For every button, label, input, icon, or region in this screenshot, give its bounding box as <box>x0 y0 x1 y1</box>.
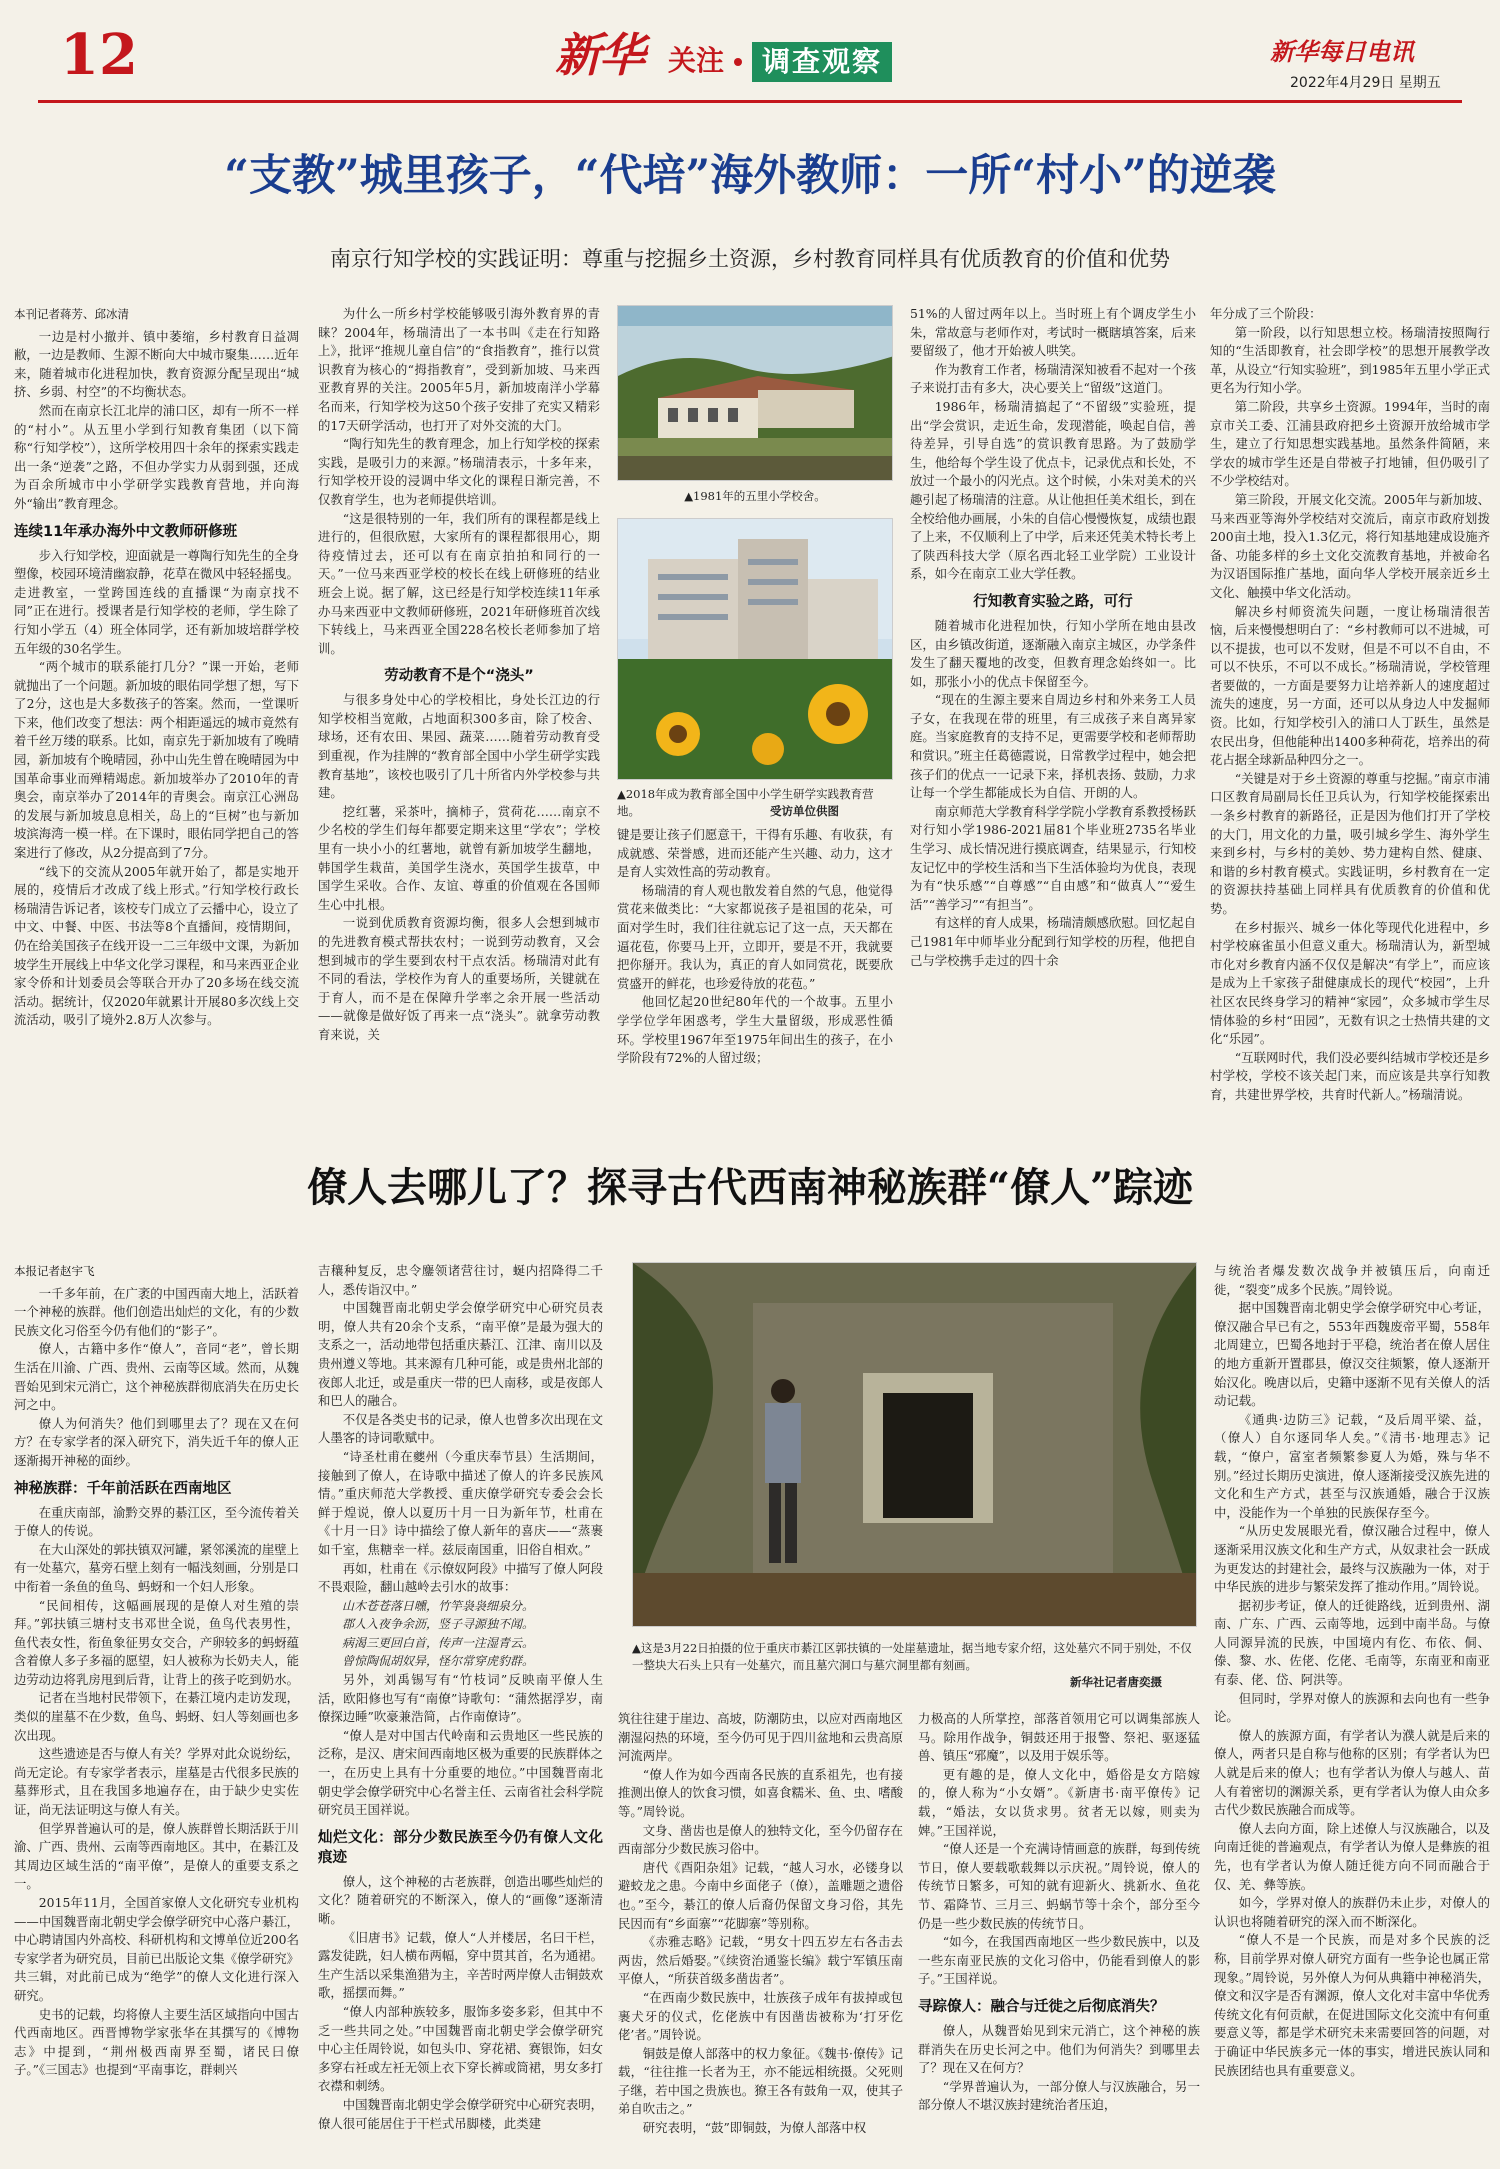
paragraph: 《旧唐书》记载，僚人“人并楼居，名曰干栏，露发徒跣，妇人横布两幅，穿中贯其首，名为通裙。生产生活以采集渔猎为主，辛苦时两岸僚人击铜鼓欢歌，摇摆而舞。” <box>318 1929 603 2001</box>
brand-section: 关注 <box>668 44 725 77</box>
photo-caption: ▲1981年的五里小学校舍。 <box>684 489 826 503</box>
paragraph: “从历史发展眼光看，僚汉融合过程中，僚人逐渐采用汉族文化和生产方式，从奴隶社会一跃成为更发达的封建社会，最终与汉族融为一体，对于中华民族的进步与繁荣发挥了推动作用。”周铃说。 <box>1214 1523 1490 1595</box>
paragraph: 力极高的人所掌控，部落首领用它可以调集部族人马。除用作战争，铜鼓还用于报警、祭祀、驱逐猛兽、镇压“邪魔”，以及用于娱乐等。 <box>918 1711 1200 1764</box>
paragraph: 作为教育工作者，杨瑞清深知被看不起对一个孩子来说打击有多大，决心要关上“留级”这道门。 <box>910 361 1196 396</box>
paragraph: 《通典·边防三》记载，“及后周平梁、益，（僚人）自尔逐同华人矣。”《清书·地理志》记载，“僚户，富室者频繁参夏人为婚，殊与华不别。”经过长期历史演进，僚人逐渐接受汉族先进的文化和生产方式，甚至与汉族通婚，融合于汉族中，没能作为一个单独的民族保存至今。 <box>1214 1411 1490 1520</box>
paragraph: 第一阶段，以行知思想立校。杨瑞清按照陶行知的“生活即教育，社会即学校”的思想开展教学改革，从设立“行知实验班”，到1985年五里小学正式更名为行知小学。 <box>1210 324 1490 396</box>
section-subheading: 神秘族群：千年前活跃在西南地区 <box>14 1480 232 1497</box>
paragraph: 键是要让孩子们愿意干，干得有乐趣、有收获，有成就感、荣誉感，进而还能产生兴趣、动力，这才是育人实效性高的劳动教育。 <box>617 827 893 880</box>
photo-caption: ▲2018年成为教育部全国中小学生研学实践教育营地。 <box>617 787 874 818</box>
article1-subtitle: 南京行知学校的实践证明：尊重与挖掘乡土资源，乡村教育同样具有优质教育的价值和优势 <box>330 247 1170 271</box>
article1-col-4 <box>910 305 1196 1167</box>
photo-cliff-tomb <box>632 1262 1197 1627</box>
paragraph: 筑往往建于崖边、高坡，防潮防虫，以应对西南地区潮湿闷热的环境，至今仍可见于四川盆地和云贵高原河流两岸。 <box>618 1711 903 1764</box>
paragraph: 僚人，古籍中多作“僚人”，音同“老”，曾长期生活在川渝、广西、贵州、云南等区域。然而，从魏晋始见到宋元消亡，这个神秘族群彻底消失在历史长河之中。 <box>14 1341 299 1413</box>
paragraph: 一说到优质教育资源均衡，很多人会想到城市的先进教育模式帮扶农村；一说到劳动教育，又会想到城市的学生要到农村干点农活。杨瑞清对此有不同的看法，学校作为育人的重要场所，关键就在于育人，而不是在保障升学率之余开展一些活动——就像是做好饭了再来一点“浇头”。就拿劳动教育来说，关 <box>318 915 600 1042</box>
paragraph: “线下的交流从2005年就开始了，都是实地开展的，疫情后才改成了线上形式。”行知学校行政长杨瑞清告诉记者，该校专门成立了云播中心，设立了中文、中餐、中医、书法等8个直播间，疫情期间，仍在给美国孩子在线开设一二三年级中文课，为新加坡学生开展线上中华文化学习课程，和马来西亚企业家令侨和计划委员会等联合开办了20多场在线交流活动。据统计，仅2020年就累计开展80多次线上交流活动，吸引了境外2.8万人次参与。 <box>14 863 299 1028</box>
paragraph: 然而在南京长江北岸的浦口区，却有一所不一样的“村小”。从五里小学到行知教育集团（以下简称“行知学校”），这所学校用四十余年的探索实践走出一条“逆袭”之路，不但办学实力从弱到强，还成为百余所城市中小学研学实践教育营地，并向海外“输出”教育理念。 <box>14 402 299 511</box>
article2-col-2 <box>318 1262 603 2162</box>
paragraph: “关键是对于乡土资源的尊重与挖掘。”南京市浦口区教育局副局长任卫兵认为，行知学校能探索出一条乡村教育的新路径，正是因为他们打开了学校的大门，用文化的力量，吸引城乡学生、海外学生来到乡村，与乡村的美妙、势力建构自然、健康、和谐的乡村教育模式。实践证明，乡村教育在一定的资源扶持基础上同样具有优质教育的价值和优势。 <box>1210 770 1490 916</box>
article2-col-3 <box>618 1710 903 2162</box>
paragraph: “学界普遍认为，一部分僚人与汉族融合，另一部分僚人不堪汉族封建统治者压迫， <box>918 2078 1200 2113</box>
poem-line: 曾惊陶侃胡奴异，怪尔常穿虎豹群。 <box>342 1654 535 1669</box>
paragraph: 不仅是各类史书的记录，僚人也曾多次出现在文人墨客的诗词歌赋中。 <box>318 1411 603 1446</box>
article2-byline: 本报记者赵宇飞 <box>14 1264 95 1278</box>
section-subheading: 灿烂文化：部分少数民族至今仍有僚人文化痕迹 <box>318 1829 603 1866</box>
paragraph: “现在的生源主要来自周边乡村和外来务工人员子女，在我现在带的班里，有三成孩子来自离异家庭。当家庭教育的支持不足，更需要学校和老师帮助和赏识。”班主任葛德霞说，日常教学过程中，她会把孩子们的优点一一记录下来，择机表扬、鼓励，力求让每一个学生都能成长为自信、开朗的人。 <box>910 692 1196 801</box>
paragraph: 南京师范大学教育科学学院小学教育系教授杨跃对行知小学1986-2021届81个毕业班2735名毕业生学习、成长情况进行摸底调查，结果显示，行知校友记忆中的学校生活和当下生活体验均为优良，表现为有“快乐感”“自尊感”“自由感”和“做真人”“爱生活”“善学习”“有担当”。 <box>910 803 1196 912</box>
paragraph: 步入行知学校，迎面就是一尊陶行知先生的全身塑像，校园环境清幽寂静，花草在微风中轻轻摇曳。走进教室，一堂跨国连线的直播课“为南京找不同”正在进行。授课者是行知学校的老师，学生除了行知小学五（4）班全体同学，还有新加坡培群学校五年级的30名学生。 <box>14 547 299 656</box>
paragraph: 僚人去向方面，除上述僚人与汉族融合，以及向南迁徙的普遍观点，有学者认为僚人是彝族的祖先，也有学者认为僚人随迁徙方向不同而融合于仅、羌、彝等族。 <box>1214 1820 1490 1892</box>
paragraph: 1986年，杨瑞清搞起了“不留级”实验班，提出“学会赏识，走近生命，发现潜能，唤起自信，善待差异，引导自选”的赏识教育思路。为了鼓励学生，他给每个学生设了优点卡，记录优点和长处，不放过一个最小的闪光点。这个时候，小朱对美术的兴趣引起了杨瑞清的注意。从让他担任美术组长，到在全校给他办画展，小朱的自信心慢慢恢复，成绩也跟了上来，不仅顺利上了中学，后来还凭美术特长考上了陕西科技大学（原名西北轻工业学院）工业设计系，如今在南京工业大学任教。 <box>910 398 1196 582</box>
paragraph: 《赤雅志略》记载，“男女十四五岁左右各击去两齿，然后婚娶。”《续资治通鉴长编》载宁军镇压南平僚人，“所获首级多凿齿者”。 <box>618 1934 903 1987</box>
poem-line: 山木苍苍落日曛，竹竿袅袅细泉分。 <box>342 1598 535 1613</box>
paragraph: 如今，学界对僚人的族群仍未止步，对僚人的认识也将随着研究的深入而不断深化。 <box>1214 1895 1490 1929</box>
paragraph: 但学界普遍认可的是，僚人族群曾长期活跃于川渝、广西、贵州、云南等西南地区。其中，在綦江及其周边区域生活的“南平僚”，是僚人的重要支系之一。 <box>14 1820 299 1892</box>
paragraph: “僚人作为如今西南各民族的直系祖先，也有接推测出僚人的饮食习惯，如喜食糯米、鱼、虫、嗜酸等。”周铃说。 <box>618 1766 903 1819</box>
paragraph: 中国魏晋南北朝史学会僚学研究中心研究员表明，僚人共有20余个支系，“南平僚”是最为强大的支系之一，活动地带包括重庆綦江、江津、南川以及贵州遵义等地。其来源有几种可能，或是贵州北部的夜郎人北迁，或是重庆一带的巴人南移，或是夜郎人和巴人的融合。 <box>318 1300 603 1409</box>
paragraph: 记者在当地村民带领下，在綦江境内走访发现，类似的崖墓不在少数，鱼鸟、蚂蚜、妇人等刻画也多次出现。 <box>14 1690 299 1743</box>
paragraph: 与统治者爆发数次战争并被镇压后，向南迁徙，“裂变”成多个民族。”周铃说。 <box>1214 1263 1490 1297</box>
paragraph: 在乡村振兴、城乡一体化等现代化进程中，乡村学校麻雀虽小但意义重大。杨瑞清认为，新型城市化对乡教育内涵不仅仅是解决“有学上”，而应该是成为上千家孩子甜健康成长的现代“校园”，上升社区农民终身学习的精神“家园”，众多城市学生尽情体验的乡村“田园”，无数有识之士热情共建的文化“乐园”。 <box>1210 919 1490 1047</box>
paragraph: 唐代《酉阳杂俎》记载，“越人习水，必镂身以避蛟龙之患。今南中乡面佬子（僚），盖雕题之遗俗也。”至今，綦江的僚人后裔仍保留文身习俗，其先民因而有“乡面寨”“花脚寨”等别称。 <box>618 1859 903 1931</box>
paragraph: “这是很特别的一年，我们所有的课程都是线上进行的，但很欣慰，大家所有的课程都很用心，期待疫情过去，还可以有在南京拍拍和同行的一天。”一位马来西亚学校的校长在线上研修班的结业班会上说。据了解，这已经是行知学校连续11年承办马来西亚中文教师研修班，2021年研修班首次线下转线上，马来西亚全国228名校长老师参加了培训。 <box>318 510 600 656</box>
paragraph: 再如，杜甫在《示僚奴阿段》中描写了僚人阿段不畏艰险，翻山越岭去引水的故事： <box>318 1560 603 1595</box>
article1-col-1 <box>14 305 299 1167</box>
paragraph: “僚人还是一个充满诗情画意的族群，每到传统节日，僚人要载歌载舞以示庆祝。”周铃说，僚人的传统节日繁多，可知的就有迎新火、挑新水、鱼花节、霜降节、三月三、蚂蜗节等十余个，部分至今仍是一些少数民族的传统节日。 <box>918 1841 1200 1931</box>
section-subheading: 寻踪僚人：融合与迁徙之后彻底消失？ <box>918 1998 1165 2015</box>
section-tag: 调查观察 <box>752 42 892 82</box>
paragraph: 僚人的族源方面，有学者认为濮人就是后来的僚人，两者只是自称与他称的区别；有学者认为巴人就是后来的僚人；也有学者认为僚人与越人、苗人有着密切的渊源关系，更有学者认为僚人由众多古代少数民族融合而成等。 <box>1214 1727 1490 1818</box>
poem-line: 病渴三更回白首，传声一注湿青云。 <box>342 1635 535 1650</box>
paragraph: 僚人，从魏晋始见到宋元消亡，这个神秘的族群消失在历史长河之中。他们为何消失？到哪里去了？现在又在何方？ <box>918 2022 1200 2076</box>
photo-credit: 新华社记者唐奕摄 <box>1070 1675 1162 1689</box>
section-subheading: 连续11年承办海外中文教师研修班 <box>14 523 238 540</box>
paragraph: 但同时，学界对僚人的族源和去向也有一些争论。 <box>1214 1690 1490 1725</box>
paragraph: 僚人为何消失？他们到哪里去了？现在又在何方？在专家学者的深入研究下，消失近千年的僚人正逐渐揭开神秘的面纱。 <box>14 1415 299 1468</box>
article1-col-5 <box>1210 305 1490 1167</box>
paragraph: 2015年11月，全国首家僚人文化研究专业机构——中国魏晋南北朝史学会僚学研究中心落户綦江，中心聘请国内外高校、科研机构和文博单位近200名专家学者为研究员，目前已出版论文集《僚学研究》共三辑，对此前已成为“绝学”的僚人文化进行深入研究。 <box>14 1895 299 2003</box>
paragraph: 吉穰种复反，忠令鏖领诸营往讨，蜒内招降得二千人，悉传诣汉中。” <box>318 1263 603 1297</box>
paragraph: 随着城市化进程加快，行知小学所在地由县改区，由乡镇改街道，逐渐融入南京主城区，办学条件发生了翻天覆地的改变，但教育理念始终如一。比如，那张小小的优点卡保留至今。 <box>910 617 1196 689</box>
article1-col-3-text <box>617 826 893 1168</box>
paragraph: 这些遗迹是否与僚人有关？学界对此众说纷纭，尚无定论。有专家学者表示，崖墓是古代很多民族的墓葬形式，且在我国多地遍存在，由于缺少史实佐证，尚无法证明这与僚人有关。 <box>14 1746 299 1818</box>
paragraph: 史书的记载，均将僚人主要生活区域指向中国古代西南地区。西晋博物学家张华在其撰写的《博物志》中提到，“荆州极西南界至蜀，诸民曰僚子。”《三国志》也提到“平南事讫，群刺兴 <box>14 2006 299 2078</box>
paragraph: 他回忆起20世纪80年代的一个故事。五里小学学位学年困惑考，学生大量留级，形成恶性循环。学校里1967年至1975年间出生的孩子，在小学阶段有72%的人留过级； <box>617 994 893 1066</box>
paragraph: 51%的人留过两年以上。当时班上有个调皮学生小朱，常故意与老师作对，考试时一概瞎填答案，后来要留级了，他才开始被人哄笑。 <box>910 306 1196 359</box>
paragraph: 研究表明，“鼓”即铜鼓，为僚人部落中权 <box>642 2120 867 2136</box>
section-subheading: 劳动教育不是个“浇头” <box>384 668 534 685</box>
paper-brand: 新华每日电讯 <box>1270 37 1414 66</box>
paragraph: 与很多身处中心的学校相比，身处长江边的行知学校相当宽敞，占地面积300多亩，除了校舍、球场，还有农田、果园、蔬菜……随着劳动教育受到重视，作为挂牌的“教育部全国中小学生研学实践教育基地”，该校也吸引了几十所省内外学校参与共建。 <box>318 692 600 801</box>
paragraph: 解决乡村师资流失问题，一度让杨瑞清很苦恼，后来慢慢想明白了：“乡村教师可以不进城，可以不提拔，也可以不发财，但是不可以不自由，不可以不快乐，不可以不成长。”杨瑞清说，学校管理者要做的，一方面是要努力让培养新人的速度超过流失的速度，另一方面，还可以从身边人中发掘师资。比如，行知学校引入的浦口人丁跃生，虽然是农民出身，但他能种出1400多种荷花，培养出的荷花占据全球新品种四分之一。 <box>1210 603 1490 768</box>
paragraph: 杨瑞清的育人观也散发着自然的气息，他觉得赏花来做类比：“大家都说孩子是祖国的花朵，可面对学生时，我们往往就忘记了这一点，天天都在逼花苞，你要马上开，立即开，要是不开，我就要把你掰开。我认为，真正的育人如同赏花，既要欣赏盛开的鲜花，也珍爱待放的花苞。” <box>617 882 893 991</box>
paragraph: 第二阶段，共享乡土资源。1994年，当时的南京市关工委、江浦县政府把乡土资源开放给城市学生，建立了行知思想实践基地。虽然条件简陋，来学农的城市学生还是自带被子打地铺，但仍吸引了不少学校结对。 <box>1210 398 1490 489</box>
article2-col-4 <box>918 1710 1200 2162</box>
paragraph: 在重庆南部，渝黔交界的綦江区，至今流传着关于僚人的传说。 <box>14 1504 299 1539</box>
section-subheading: 行知教育实验之路，可行 <box>973 593 1133 610</box>
paragraph: 一千多年前，在广袤的中国西南大地上，活跃着一个神秘的族群。他们创造出灿烂的文化，有的少数民族文化习俗至今仍有他们的“影子”。 <box>14 1285 299 1338</box>
paragraph: 挖红薯，采茶叶，摘柿子，赏荷花……南京不少名校的学生们每年都要定期来这里“学农”；学校里有一块小小的红薯地，就曾有新加坡学生翻地，韩国学生栽苗，美国学生浇水，英国学生拔草，中国学生采收。合作、友谊、尊重的价值观在各国师生心中扎根。 <box>318 803 600 912</box>
paragraph: “在西南少数民族中，壮族孩子成年有拔掉或包裹犬牙的仪式，仡佬族中有因凿齿被称为‘打牙仡佬’者。”周铃说。 <box>618 1989 903 2043</box>
paragraph: 在大山深处的郭扶镇双河罐，紧邻溪流的崖壁上有一处墓穴，墓旁石壁上刻有一幅浅刻画，分别是口中衔着一条鱼的鱼鸟、蚂蚜和一个妇人形象。 <box>14 1541 299 1594</box>
paragraph: 有这样的育人成果，杨瑞清颇感欣慰。回忆起自己1981年中师毕业分配到行知学校的历程，他把自己与学校携手走过的四十余 <box>910 915 1196 968</box>
paragraph: 铜鼓是僚人部落中的权力象征。《魏书·僚传》记载，“往往推一长者为王，亦不能远相统摄。父死则子继，若中国之贵族也。獠王各有鼓角一双，使其子弟自吹击之。” <box>618 2045 903 2117</box>
paragraph: “两个城市的联系能打几分？”课一开始，老师就抛出了一个问题。新加坡的眼佑同学想了想，写下了2分，这也是大多数孩子的答案。然而，一堂课听下来，他们改变了想法：两个相距遥远的城市竟然有着千丝万缕的联系。比如，南京先于新加坡有了晚晴园，新加坡有个晚晴园，孙中山先生曾在晚晴园为中国革命事业而殚精竭虑。新加坡举办了2010年的青奥会，南京举办了2014年的青奥会。南京江心洲岛的发展与新加坡息息相关，岛上的“巨树”也与新加坡滨海湾一模一样。在下课时，眼佑同学把自己的答案进行了修改，从2分提高到了7分。 <box>14 659 299 861</box>
paragraph: 文身、凿齿也是僚人的独特文化，至今仍留存在西南部分少数民族习俗中。 <box>618 1822 903 1857</box>
article2-col-5 <box>1214 1262 1490 2162</box>
photo-old-school-building <box>617 305 893 481</box>
paragraph: 一边是村小撤并、镇中萎缩，乡村教育日益凋敝，一边是教师、生源不断向大中城市聚集……近年来，随着城市化进程加快，教育资源分配呈现出“城挤、乡弱、村空”的不均衡状态。 <box>14 328 299 400</box>
paragraph: “僚人是对中国古代岭南和云贵地区一些民族的泛称，是汉、唐宋间西南地区极为重要的民族群体之一，在历史上具有十分重要的地位。”中国魏晋南北朝史学会僚学研究中心名誉主任、云南省社会科学院研究员王国祥说。 <box>318 1727 603 1818</box>
brand-dot <box>734 58 742 66</box>
paragraph: “陶行知先生的教育理念，加上行知学校的探索实践，是吸引力的来源。”杨瑞清表示，十多年来，行知学校开设的浸调中华文化的课程日渐完善，不仅教育学生，也为老师提供培训。 <box>318 436 600 507</box>
paragraph: “如今，在我国西南地区一些少数民族中，以及一些东南亚民族的文化习俗中，仍能看到僚人的影子。”王国祥说。 <box>918 1934 1200 1987</box>
paragraph: 僚人，这个神秘的古老族群，创造出哪些灿烂的文化？随着研究的不断深入，僚人的“画像”逐渐清晰。 <box>318 1873 603 1926</box>
header-rule <box>38 100 1462 103</box>
brand-logo: 新华 <box>555 28 643 82</box>
article1-title: “支教”城里孩子，“代培”海外教师：一所“村小”的逆袭 <box>224 151 1276 201</box>
article2-title-text: 僚人去哪儿了？探寻古代西南神秘族群“僚人”踪迹 <box>306 1164 1193 1211</box>
issue-date: 2022年4月29日 星期五 <box>1290 75 1441 91</box>
article1-col-2 <box>318 305 600 1167</box>
paragraph: “诗圣杜甫在夔州（今重庆奉节县）生活期间，接触到了僚人，在诗歌中描述了僚人的许多民族风情。”重庆师范大学教授、重庆僚学研究专委会会长鲜于煌说，僚人以夏历十月一日为新年节，杜甫在《十月一日》诗中描绘了僚人新年的喜庆——“蒸裹如千室，焦糖幸一样。兹辰南国重，旧俗自相欢。” <box>318 1448 603 1557</box>
article1-byline: 本刊记者蒋芳、邱冰清 <box>14 307 129 321</box>
paragraph: 据初步考证，僚人的迁徙路线，近到贵州、湖南、广东、广西、云南等地，远到中南半岛。与僚人同源异流的民族，中国境内有仡、布依、侗、傣、黎、水、佐佬、仡佬、毛南等，东南亚和南亚有泰、佬、岱、阿洪等。 <box>1214 1597 1490 1688</box>
paragraph: “民间相传，这幅画展现的是僚人对生殖的崇拜。”郭扶镇三塘村支书邓世全说，鱼鸟代表男性，鱼代表女性，衔鱼象征男女交合，产卵较多的蚂蚜蕴含着僚人多子多福的愿望，妇人被称为长奶夫人，能边劳动边将乳房甩到后背，让背上的孩子吃到奶水。 <box>14 1597 299 1687</box>
paragraph: “僚人不是一个民族，而是对多个民族的泛称，目前学界对僚人研究方面有一些争论也属正常现象。”周铃说，另外僚人为何从典籍中神秘消失，僚文和汉字是否有渊源，僚人文化对丰富中华优秀传统文化有何贡献，在促进国际文化交流中有何重要意义等，都是学术研究未来需要回答的问题，对于确证中华民族多元一体的事实，增进民族认同和民族团结也具有重要意义。 <box>1214 1932 1490 2078</box>
poem-line: 郡人入夜争余沥，竖子寻源独不闻。 <box>342 1617 535 1632</box>
paragraph: 中国魏晋南北朝史学会僚学研究中心研究表明，僚人很可能居住于干栏式吊脚楼，此类建 <box>318 2096 603 2131</box>
paragraph: “互联网时代，我们没必要纠结城市学校还是乡村学校，学校不该关起门来，而应该是共享行知教育，共建世界学校，共育时代新人。”杨瑞清说。 <box>1210 1049 1490 1102</box>
paragraph: 为什么一所乡村学校能够吸引海外教育界的青睐？2004年，杨瑞清出了一本书叫《走在行知路上》，批评“推规儿童自信”的“食指教育”，推行以赏识教育为核心的“拇指教育”，受到新加坡、马来西亚教育界的关注。2005年5月，新加坡南洋小学幕名而来，行知学校为这50个孩子安排了充实又精彩的17天研学活动，也打开了对外交流的大门。 <box>318 306 600 433</box>
article2-col-1 <box>14 1262 299 2162</box>
paragraph: 第三阶段，开展文化交流。2005年与新加坡、马来西亚等海外学校结对交流后，南京市政府划拨200亩土地，投入1.3亿元，将行知基地建成设施齐备、功能多样的乡土文化交流教育基地，并被命名为汉语国际推广基地，面向华人学校开展亲近乡土文化、触摸中华文化活动。 <box>1210 491 1490 600</box>
page-number: 12 <box>60 22 138 88</box>
paragraph: 据中国魏晋南北朝史学会僚学研究中心考证，僚汉融合早已有之，553年西魏废帝平蜀，558年北周建立，巴蜀各地封于平稳，统治者在僚人居住的地方重新开置郡县，僚汉交往频繁，僚人逐渐开始汉化。晚唐以后，史籍中逐渐不见有关僚人的活动记载。 <box>1214 1300 1490 1409</box>
photo-school-sunflowers <box>617 518 893 780</box>
paragraph: 另外，刘禹锡写有“竹枝词”反映南平僚人生活，欧阳修也写有“南僚”诗歌句：“蒲然据浮岁，南僚探边睡”吹豪兼浩简，占作南僚诗”。 <box>318 1672 603 1725</box>
photo-credit: 受访单位供图 <box>770 804 839 818</box>
page-header <box>0 0 1500 108</box>
paragraph: 更有趣的是，僚人文化中，婚俗是女方陪嫁的，僚人称为“小女婿”。《新唐书·南平僚传》记载，“婚法，女以货求男。贫者无以嫁，则卖为婢。”王国祥说， <box>918 1766 1200 1838</box>
paragraph: “僚人内部种族较多，服饰多姿多彩，但其中不乏一些共同之处。”中国魏晋南北朝史学会僚学研究中心主任周铃说，如包头巾、穿花裙、赛银饰，妇女多穿右衽或左衽无领上衣下穿长裤或筒裙，男女多打衣襟和刺绣。 <box>318 2003 603 2094</box>
photo-caption: ▲这是3月22日拍摄的位于重庆市綦江区郭扶镇的一处崖墓遗址，据当地专家介绍，这处墓穴不同于别处，不仅一整块大石头上只有一处墓穴，而且墓穴洞口与墓穴洞里都有刻画。 <box>632 1641 1192 1672</box>
paragraph: 年分成了三个阶段： <box>1210 306 1322 321</box>
